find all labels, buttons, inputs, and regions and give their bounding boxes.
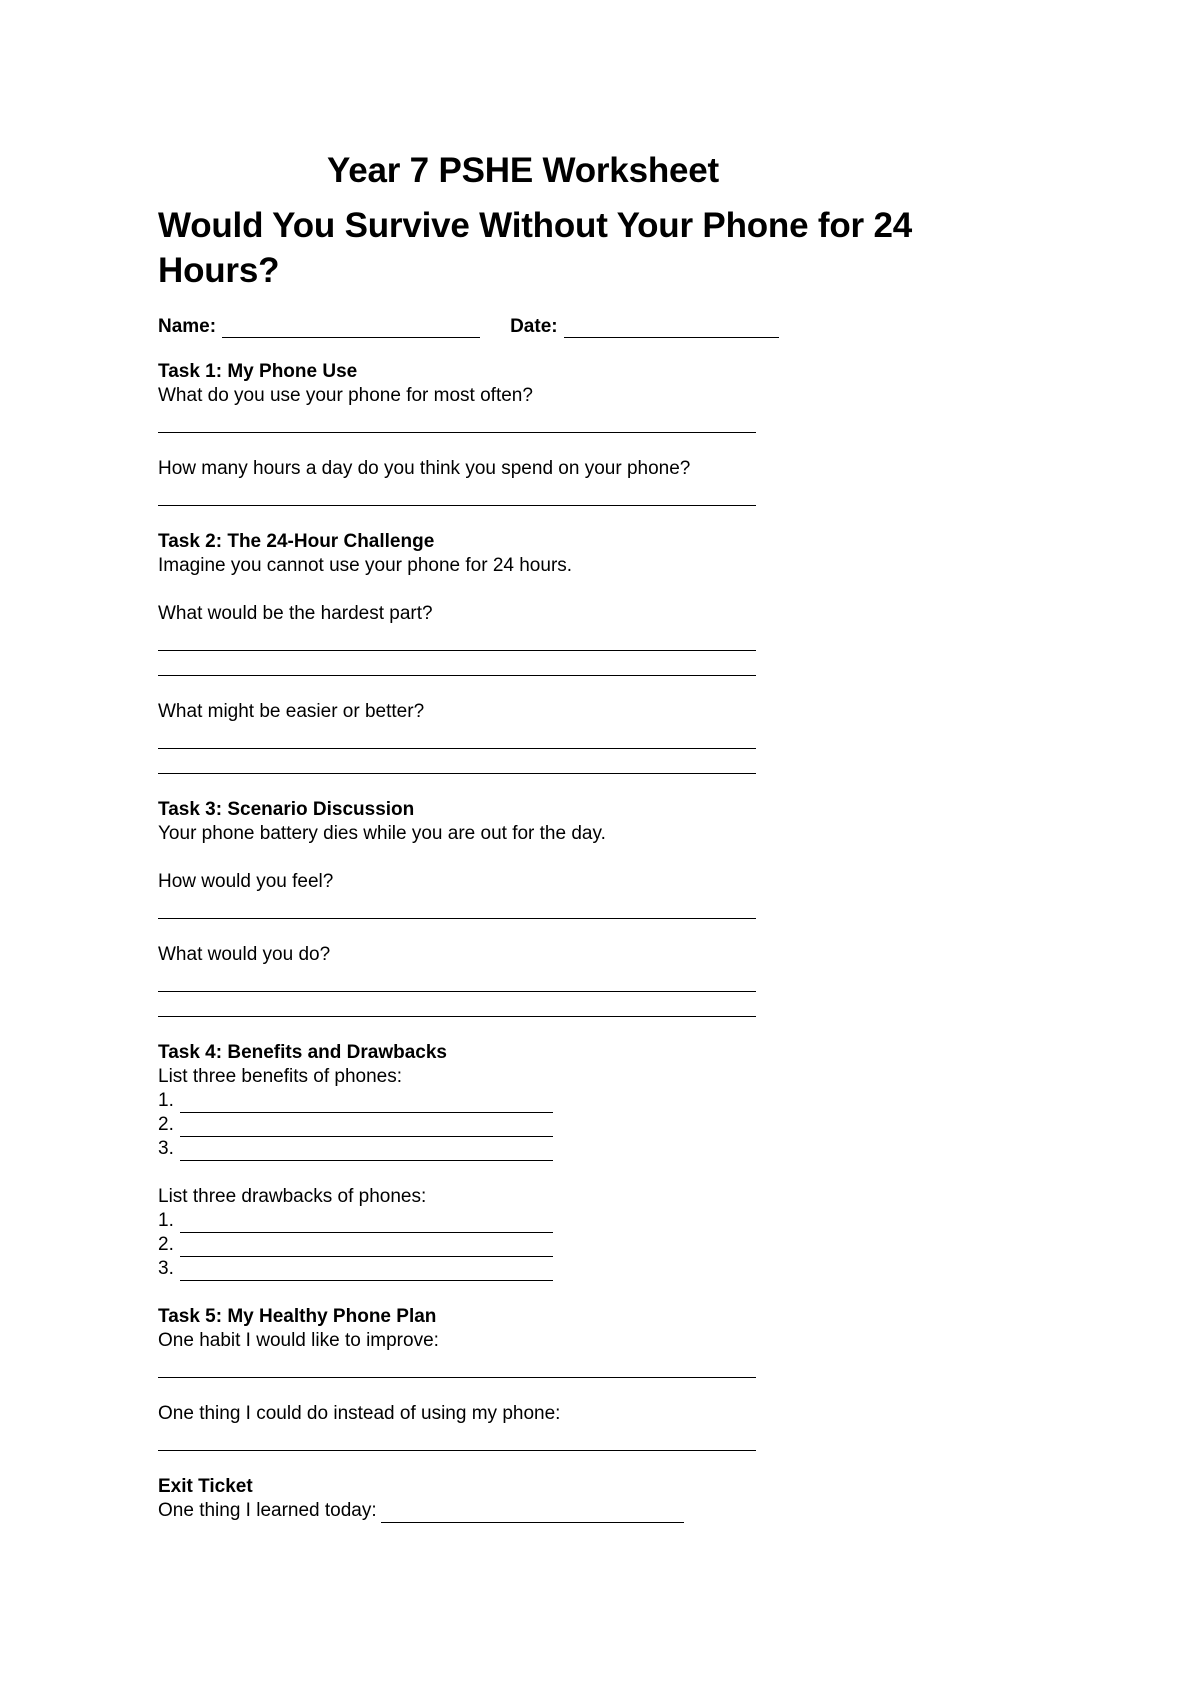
- name-date-row: [158, 308, 1058, 338]
- name-label: Name:: [158, 315, 217, 337]
- drawback-item: [158, 1257, 1058, 1281]
- task-5-question-1: One habit I would like to improve:: [158, 1329, 439, 1351]
- task-3-question-1: How would you feel?: [158, 870, 334, 892]
- benefit-item: [158, 1089, 1058, 1113]
- exit-ticket-section: [158, 1475, 1058, 1523]
- task-3-section: [158, 798, 1058, 1041]
- exit-ticket-row: [158, 1499, 1058, 1523]
- benefit-item: [158, 1113, 1058, 1137]
- worksheet-subtitle: Would You Survive Without Your Phone for 24 Hours?: [158, 206, 913, 290]
- exit-ticket-answer-line[interactable]: [381, 1504, 684, 1523]
- drawback-answer-line[interactable]: [180, 1238, 553, 1257]
- date-label: Date:: [510, 315, 558, 337]
- benefit-number: 2.: [158, 1113, 174, 1135]
- worksheet-title: Year 7 PSHE Worksheet: [326, 151, 719, 190]
- exit-ticket-title: Exit Ticket: [158, 1475, 253, 1497]
- task-2-question-2: What might be easier or better?: [158, 700, 425, 722]
- drawbacks-prompt: List three drawbacks of phones:: [158, 1185, 427, 1207]
- benefit-number: 1.: [158, 1089, 174, 1111]
- benefits-prompt: List three benefits of phones:: [158, 1065, 402, 1087]
- drawback-answer-line[interactable]: [180, 1262, 553, 1281]
- task-2-question-1: What would be the hardest part?: [158, 602, 433, 624]
- date-field[interactable]: [564, 317, 779, 338]
- task-5-title: Task 5: My Healthy Phone Plan: [158, 1305, 437, 1327]
- exit-ticket-prompt: One thing I learned today:: [158, 1499, 377, 1521]
- task-1-question-1: What do you use your phone for most often?: [158, 384, 533, 406]
- task-3-question-2: What would you do?: [158, 943, 331, 965]
- name-field[interactable]: [222, 317, 480, 338]
- task-3-title: Task 3: Scenario Discussion: [158, 798, 415, 820]
- drawback-answer-line[interactable]: [180, 1214, 553, 1233]
- task-5-question-2: One thing I could do instead of using my phone:: [158, 1402, 561, 1424]
- benefit-item: [158, 1137, 1058, 1161]
- task-3-intro: Your phone battery dies while you are out for the day.: [158, 822, 606, 844]
- benefit-answer-line[interactable]: [180, 1142, 553, 1161]
- worksheet-page: [158, 150, 1058, 1523]
- drawback-number: 1.: [158, 1209, 174, 1231]
- task-2-title: Task 2: The 24-Hour Challenge: [158, 530, 435, 552]
- task-1-section: [158, 360, 1058, 530]
- task-5-section: [158, 1305, 1058, 1475]
- task-1-title: Task 1: My Phone Use: [158, 360, 358, 382]
- task-2-section: [158, 530, 1058, 798]
- task-2-intro: Imagine you cannot use your phone for 24 hours.: [158, 554, 573, 576]
- benefit-number: 3.: [158, 1137, 174, 1159]
- drawback-number: 2.: [158, 1233, 174, 1255]
- drawback-number: 3.: [158, 1257, 174, 1279]
- task-4-title: Task 4: Benefits and Drawbacks: [158, 1041, 447, 1063]
- task-4-section: [158, 1041, 1058, 1305]
- drawback-item: [158, 1209, 1058, 1233]
- benefit-answer-line[interactable]: [180, 1118, 553, 1137]
- task-1-question-2: How many hours a day do you think you spend on your phone?: [158, 457, 691, 479]
- benefit-answer-line[interactable]: [180, 1094, 553, 1113]
- drawback-item: [158, 1233, 1058, 1257]
